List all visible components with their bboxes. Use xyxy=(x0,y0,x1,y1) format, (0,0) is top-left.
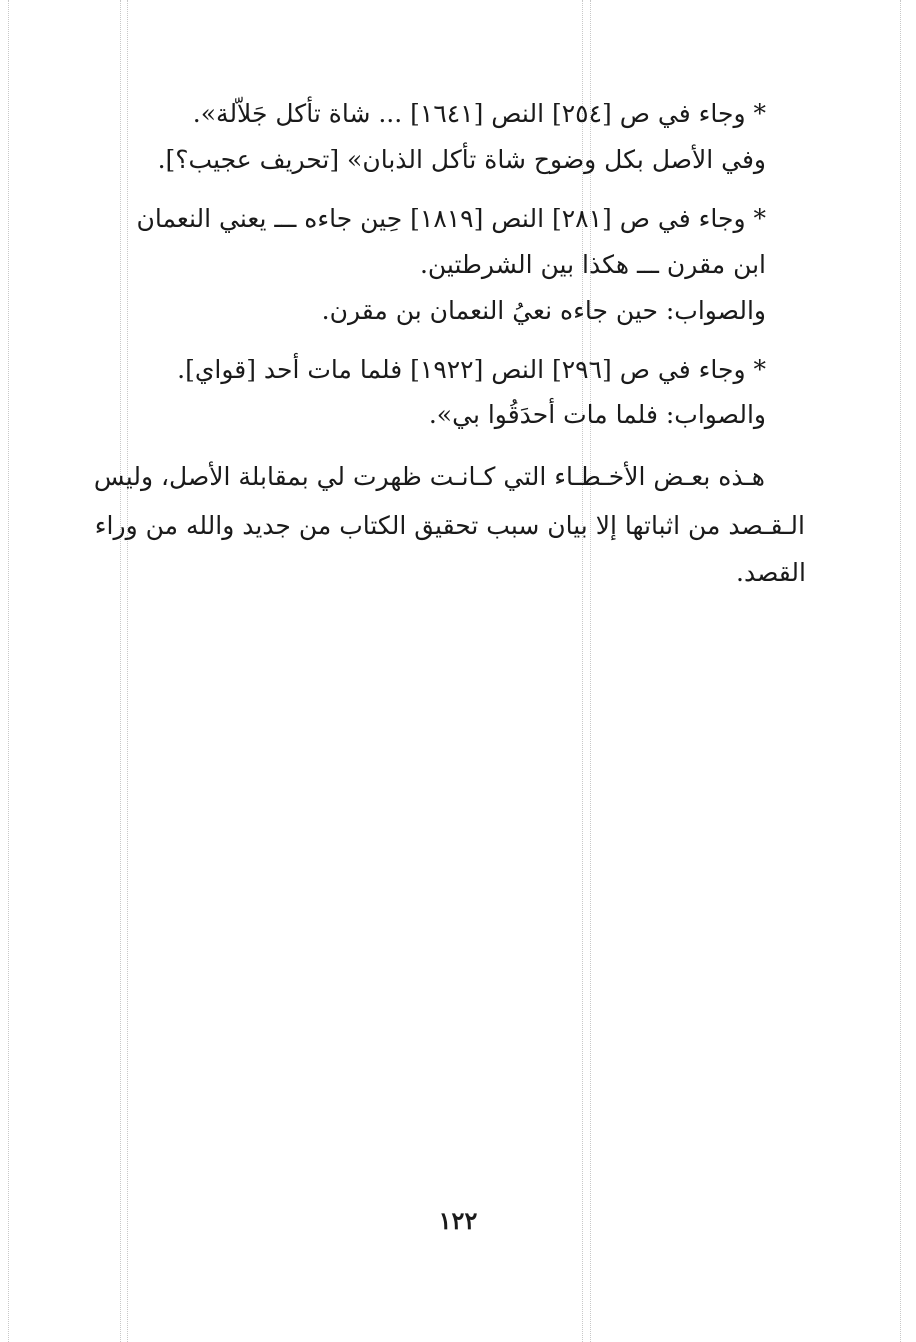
scan-margin-line xyxy=(900,0,901,1342)
entry-line: وفي الأصل بكل وضوح شاة تأكل الذبان» [تحريف عجيب؟]. xyxy=(157,145,766,174)
entry-line: * وجاء في ص [٢٨١] النص [١٨١٩] حِين جاءه ـــ يعني النعمان xyxy=(136,204,766,233)
entry-line: والصواب: حين جاءه نعيُ النعمان بن مقرن. xyxy=(321,296,766,325)
entry-line: * وجاء في ص [٢٥٤] النص [١٦٤١] ... شاة تأكل جَلاّلة». xyxy=(192,99,766,128)
paragraph-line: القصد. xyxy=(736,558,806,587)
entry-line: والصواب: فلما مات أحدَقُوا بي». xyxy=(428,400,766,429)
page-number: ١٢٢ xyxy=(438,1206,478,1235)
paragraph-line: هـذه بعـض الأخـطـاء التي كـانـت ظهرت لي بمقابلة الأصل، وليس xyxy=(93,462,765,491)
entry-line: * وجاء في ص [٢٩٦] النص [١٩٢٢] فلما مات أحد [قواي]. xyxy=(177,355,766,384)
entry-line: ابن مقرن ـــ هكذا بين الشرطتين. xyxy=(419,250,766,279)
paragraph-line: الـقـصد من اثباتها إلا بيان سبب تحقيق الكتاب من جديد والله من وراء xyxy=(94,511,805,540)
scan-margin-line xyxy=(127,0,128,1342)
scan-margin-line xyxy=(8,0,9,1342)
scan-margin-line xyxy=(120,0,121,1342)
